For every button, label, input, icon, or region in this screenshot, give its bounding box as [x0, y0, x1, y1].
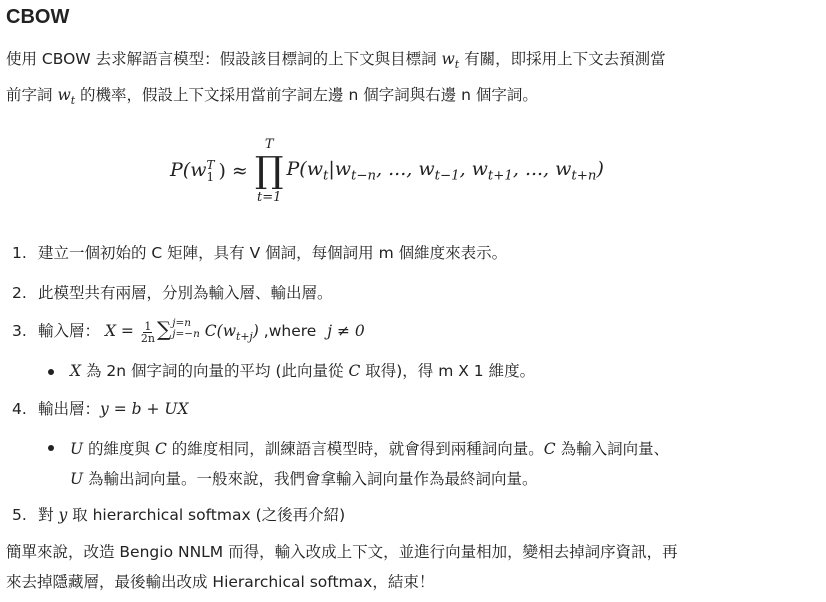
var-y: y [58, 506, 68, 524]
var-t: t [70, 93, 76, 107]
summary-line-1: 簡單來說，改造 Bengio NNLM 而得，輸入改成上下文，並進行向量相加，變相去掉詞序資訊，再 [6, 543, 678, 561]
where-condition: j ≠ 0 [327, 322, 365, 340]
intro-var-wt [441, 50, 460, 71]
sum-upper-limit: j=n [172, 316, 192, 329]
fraction [141, 321, 155, 344]
bullet-item [48, 358, 810, 384]
var-w: w [57, 85, 71, 104]
input-layer-formula [104, 316, 264, 345]
rhs-sub-5: t+n [571, 168, 597, 184]
formula-lhs [170, 159, 214, 183]
formula-c-sub: t+j [235, 329, 253, 343]
bullet-text: 的維度相同，訓練語言模型時，就會得到兩種詞向量。 [171, 440, 544, 458]
rhs-sub-4: t+1 [487, 168, 513, 184]
list-number: 4. [12, 400, 27, 418]
bullet-text: 為輸出詞向量。一般來說，我們會拿輸入詞向量作為最終詞向量。 [88, 470, 538, 488]
list-item [12, 396, 818, 422]
rhs-mid-3: , w [459, 158, 488, 181]
intro-text-1: 使用 CBOW 去求解語言模型：假設該目標詞的上下文與目標詞 [6, 50, 437, 68]
var-w: w [441, 50, 455, 68]
bullet-text: 為 2n 個字詞的向量的平均 (此向量從 [85, 362, 344, 380]
lhs-sub: 1 [206, 170, 215, 184]
list-item [12, 502, 818, 528]
sum-operator [157, 316, 200, 342]
input-layer-label: 輸入層： [38, 322, 101, 340]
output-layer-label: 輸出層： [38, 400, 101, 418]
prod-upper-limit: T [264, 137, 274, 152]
rhs-mid-2: , ..., w [376, 158, 435, 181]
formula-c-end: ) [252, 322, 259, 340]
list-number: 5. [12, 506, 27, 524]
output-layer-formula: y = b + UX [100, 400, 189, 418]
list-number: 3. [12, 322, 27, 340]
bullet-text: 為輸入詞向量、 [560, 440, 670, 458]
list-item [12, 316, 818, 350]
list-text: 取 hierarchical softmax (之後再介紹) [72, 506, 346, 524]
var-u: U [70, 470, 84, 488]
list-item [12, 280, 818, 306]
rhs-p: P(w [286, 158, 323, 181]
bullet-dot [48, 445, 54, 451]
rhs-mid-1: |w [328, 158, 351, 181]
probability-formula [170, 138, 604, 204]
bullet-text: 的維度與 [88, 440, 151, 458]
list-number: 1. [12, 244, 27, 262]
summary-paragraph [6, 537, 818, 597]
prod-lower-limit: t=1 [256, 190, 282, 205]
bullet-text: 取得)，得 m X 1 維度。 [365, 362, 536, 380]
list-text: 對 [38, 506, 54, 524]
var-c: C [543, 440, 556, 458]
rhs-end: ) [596, 158, 604, 181]
formula-c: C(w [204, 322, 236, 340]
var-c: C [348, 362, 361, 380]
section-title: CBOW [6, 6, 70, 28]
var-u: U [70, 440, 84, 458]
list-text: 建立一個初始的 C 矩陣，具有 V 個詞，每個詞用 m 個維度來表示。 [38, 244, 508, 262]
var-t: t [454, 57, 460, 71]
var-x: X [70, 362, 82, 380]
rhs-mid-4: , ..., w [512, 158, 572, 181]
rhs-sub-3: t−1 [434, 168, 460, 184]
lhs-sup: T [206, 158, 215, 172]
sum-lower-limit: j=−n [172, 328, 200, 340]
where-text: ,where [263, 322, 317, 340]
sum-symbol: ∑ [156, 317, 172, 341]
frac-denominator: 2n [140, 331, 155, 345]
intro-text-4: 的機率，假設上下文採用當前字詞左邊 n 個字詞與右邊 n 個字詞。 [80, 85, 538, 104]
rhs-sub-1: t [322, 168, 329, 184]
list-number: 2. [12, 284, 27, 302]
summary-line-2: 來去掉隱藏層，最後輸出改成 Hierarchical softmax，結束！ [6, 573, 435, 591]
formula-approx: ) ≈ [218, 160, 248, 182]
list-text: 此模型共有兩層，分別為輸入層、輸出層。 [38, 284, 333, 302]
var-c: C [154, 440, 167, 458]
intro-paragraph [6, 44, 818, 116]
prod-symbol: ∏ [254, 150, 284, 191]
bullet-item [48, 434, 810, 494]
intro-text-3: 前字詞 [6, 85, 53, 104]
intro-var-wt-2 [57, 85, 76, 107]
lhs-text: P(w [170, 159, 207, 181]
bullet-dot [48, 369, 54, 375]
list-item [12, 240, 818, 266]
formula-x: X = [104, 322, 139, 340]
product-operator [255, 138, 284, 204]
frac-numerator: 1 [144, 319, 152, 333]
formula-rhs [287, 158, 604, 184]
intro-text-2: 有關，即採用上下文去預測當 [464, 50, 666, 68]
rhs-sub-2: t−n [351, 168, 377, 184]
